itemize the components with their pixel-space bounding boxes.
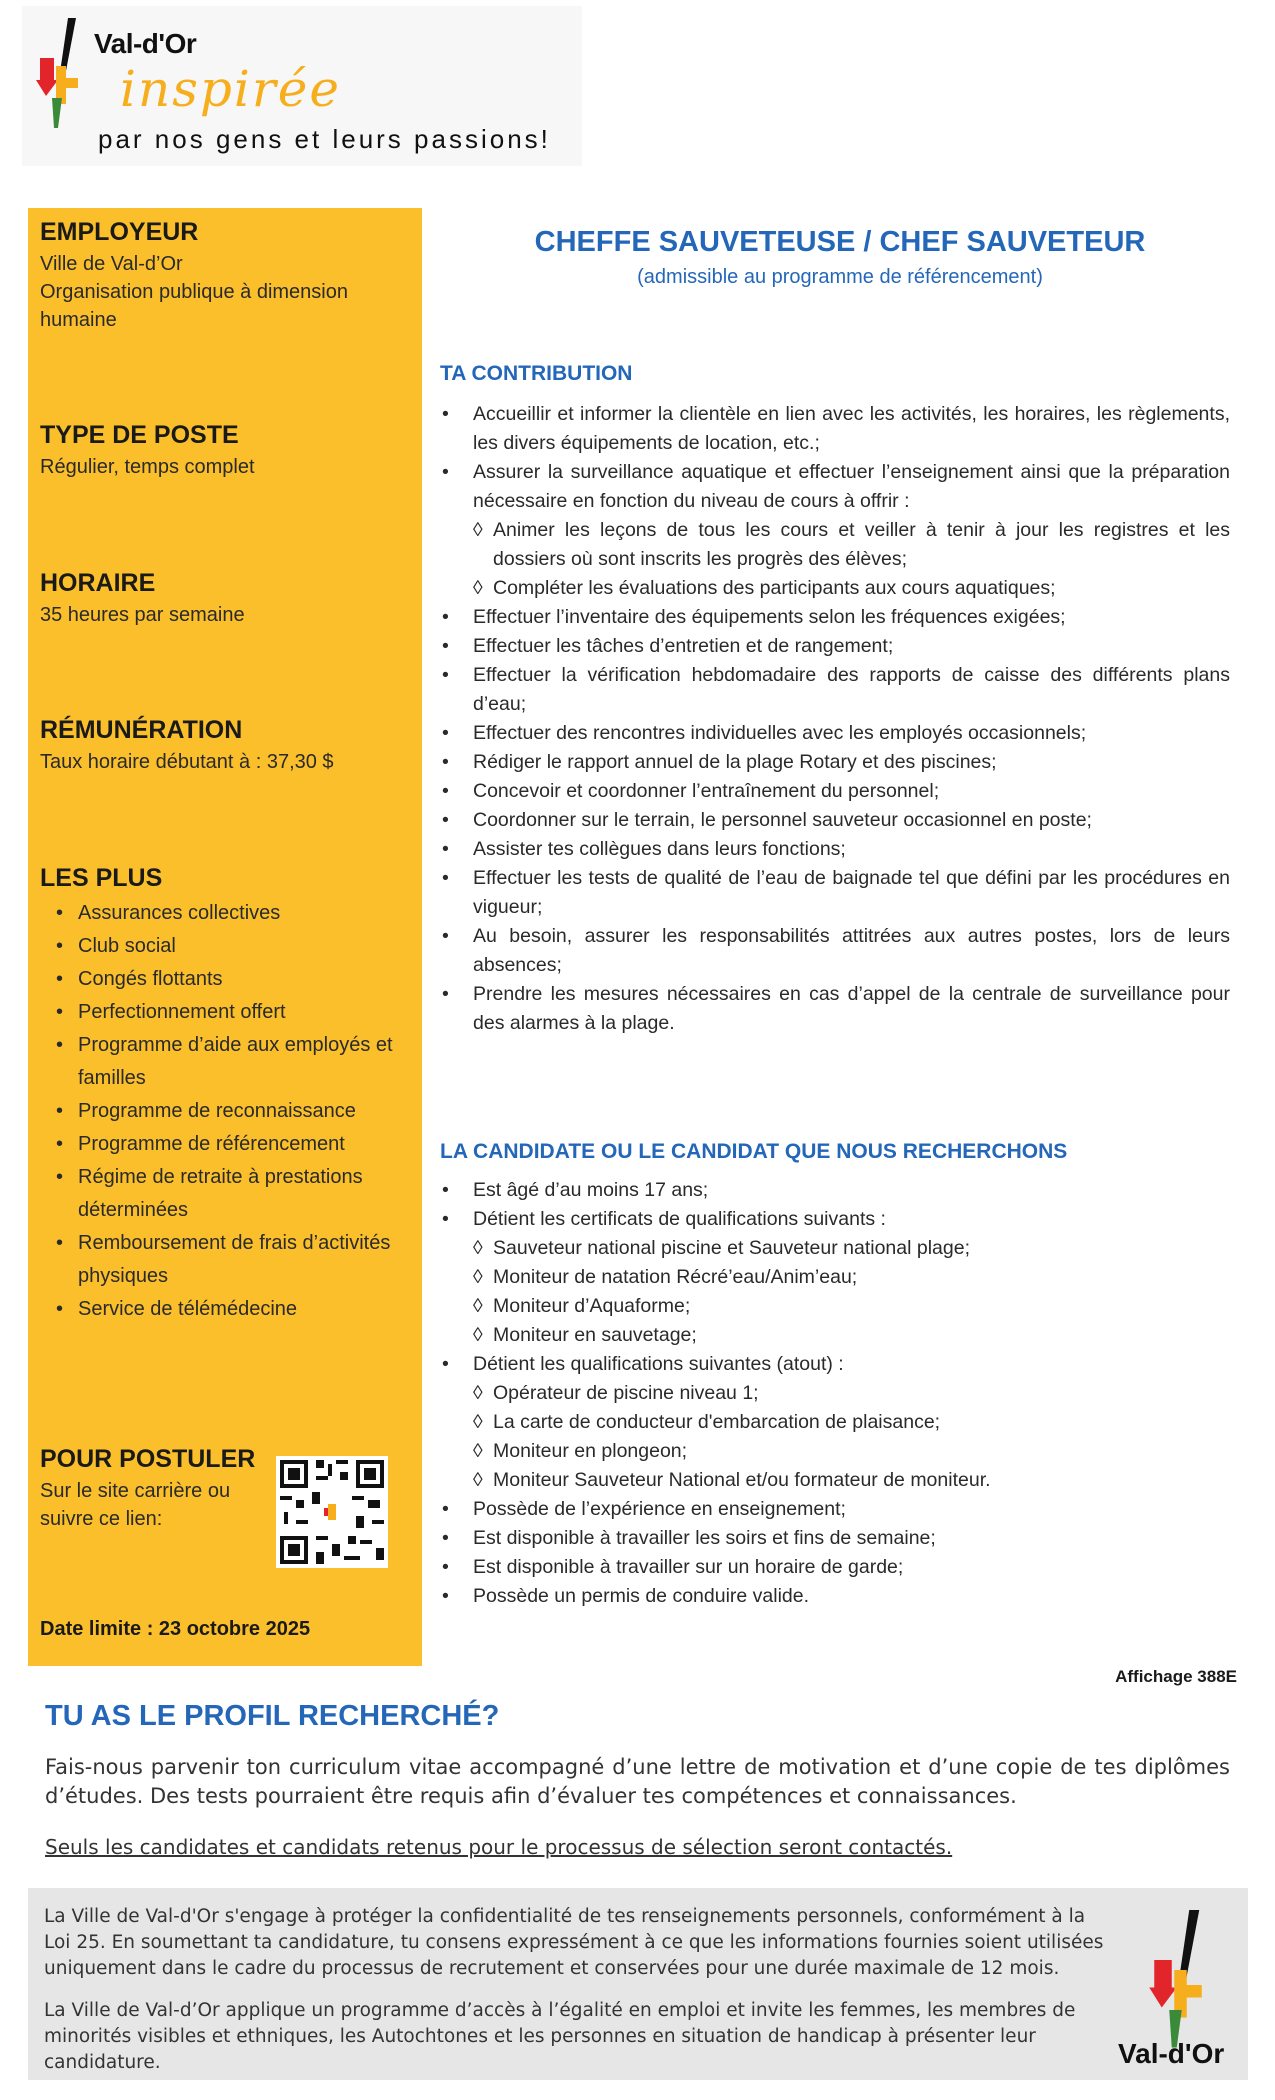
- pay-value: Taux horaire débutant à : 37,30 $: [40, 751, 334, 773]
- list-item: • Programme de référencement: [46, 1128, 406, 1161]
- cta-heading: TU AS LE PROFIL RECHERCHÉ?: [45, 1700, 500, 1732]
- employer-heading: EMPLOYEUR: [40, 218, 199, 246]
- list-item: • Assurances collectives: [46, 897, 406, 930]
- schedule-value: 35 heures par semaine: [40, 604, 245, 626]
- footer-notice: [28, 1888, 1248, 2080]
- posting-number: Affichage 388E: [1115, 1667, 1237, 1686]
- logo-tagline: par nos gens et leurs passions!: [98, 124, 551, 154]
- list-item: • Programme de reconnaissance: [46, 1095, 406, 1128]
- list-item: • Concevoir et coordonner l’entraînement du personnel;: [440, 777, 1230, 806]
- list-item: • Possède de l’expérience en enseignement;: [440, 1495, 1230, 1524]
- sub-list-item: ◊ La carte de conducteur d'embarcation de plaisance;: [440, 1408, 1230, 1437]
- perks-list: [46, 897, 406, 1326]
- contribution-list: [440, 400, 1230, 1038]
- sub-list-item: ◊ Sauveteur national piscine et Sauveteur national plage;: [440, 1234, 1230, 1263]
- list-item: • Effectuer l’inventaire des équipements selon les fréquences exigées;: [440, 603, 1230, 632]
- list-item: • Coordonner sur le terrain, le personnel sauveteur occasionnel en poste;: [440, 806, 1230, 835]
- apply-line: Sur le site carrière ou: [40, 1480, 231, 1502]
- perks-heading: LES PLUS: [40, 864, 163, 892]
- sub-list-item: ◊ Moniteur en sauvetage;: [440, 1321, 1230, 1350]
- list-item: • Est âgé d’au moins 17 ans;: [440, 1176, 1230, 1205]
- cta-selection-note: Seuls les candidates et candidats retenus pour le processus de sélection seront contactés.: [45, 1835, 953, 1859]
- application-deadline: Date limite : 23 octobre 2025: [40, 1618, 311, 1640]
- apply-heading: POUR POSTULER: [40, 1445, 256, 1473]
- schedule-heading: HORAIRE: [40, 569, 156, 597]
- sub-list-item: ◊ Moniteur Sauveteur National et/ou formateur de moniteur.: [440, 1466, 1230, 1495]
- list-item: • Assister tes collègues dans leurs fonctions;: [440, 835, 1230, 864]
- position-type-value: Régulier, temps complet: [40, 456, 255, 478]
- sub-list-item: ◊ Opérateur de piscine niveau 1;: [440, 1379, 1230, 1408]
- list-item: • Effectuer les tests de qualité de l’eau de baignade tel que défini par les procédures en vigueur;: [440, 864, 1230, 922]
- list-item: • Détient les qualifications suivantes (atout) :: [440, 1350, 1230, 1379]
- employer-line: humaine: [40, 309, 117, 331]
- list-item: • Programme d’aide aux employés et familles: [46, 1029, 406, 1095]
- sub-list-item: ◊ Animer les leçons de tous les cours et veiller à tenir à jour les registres et les dossiers où sont inscrits les progrès des élèves;: [440, 516, 1230, 574]
- cta-paragraph: Fais-nous parvenir ton curriculum vitae accompagné d’une lettre de motivation et d’une copie de tes diplômes d’études. Des tests pourraient être requis afin d’évaluer tes compétences et connaissances.: [45, 1755, 1230, 1808]
- list-item: • Régime de retraite à prestations déterminées: [46, 1161, 406, 1227]
- header-logo: [22, 6, 582, 166]
- apply-qr-code[interactable]: [276, 1456, 388, 1568]
- sub-list-item: ◊ Moniteur d’Aquaforme;: [440, 1292, 1230, 1321]
- job-subtitle: (admissible au programme de référencement): [637, 266, 1043, 288]
- employer-line: Organisation publique à dimension: [40, 281, 348, 303]
- list-item: • Détient les certificats de qualifications suivants :: [440, 1205, 1230, 1234]
- list-item: • Rédiger le rapport annuel de la plage Rotary et des piscines;: [440, 748, 1230, 777]
- sub-list-item: ◊ Moniteur de natation Récré’eau/Anim’eau;: [440, 1263, 1230, 1292]
- employer-line: Ville de Val-d’Or: [40, 253, 183, 275]
- list-item: • Assurer la surveillance aquatique et effectuer l’enseignement ainsi que la préparation nécessaire en fonction du niveau de cours à offrir :: [440, 458, 1230, 516]
- list-item: • Effectuer la vérification hebdomadaire des rapports de caisse des différents plans d’eau;: [440, 661, 1230, 719]
- apply-line: suivre ce lien:: [40, 1508, 163, 1530]
- list-item: • Est disponible à travailler les soirs et fins de semaine;: [440, 1524, 1230, 1553]
- val-dor-emblem-icon: [32, 18, 102, 138]
- candidate-list: [440, 1176, 1230, 1611]
- job-title: CHEFFE SAUVETEUSE / CHEF SAUVETEUR: [534, 226, 1146, 258]
- list-item: • Accueillir et informer la clientèle en lien avec les activités, les horaires, les règlements, les divers équipements de location, etc.;: [440, 400, 1230, 458]
- privacy-notice: La Ville de Val-d'Or s'engage à protéger la confidentialité de tes renseignements personnels, conformément à la Loi 25. En soumettant ta candidature, tu consens expressément à ce que les informations fournies soient utilisées uniquement dans le cadre du processus de recrutement et conservées pour une durée maximale de 12 mois.: [44, 1906, 1104, 1979]
- list-item: • Au besoin, assurer les responsabilités attitrées aux autres postes, lors de leurs absences;: [440, 922, 1230, 980]
- position-type-heading: TYPE DE POSTE: [40, 421, 239, 449]
- equity-notice: La Ville de Val-d’Or applique un programme d’accès à l’égalité en emploi et invite les femmes, les membres de minorités visibles et ethniques, les Autochtones et les personnes en situation de handicap à présenter leur candidature.: [44, 2000, 1076, 2073]
- list-item: • Prendre les mesures nécessaires en cas d’appel de la centrale de surveillance pour des alarmes à la plage.: [440, 980, 1230, 1038]
- sub-list-item: ◊ Compléter les évaluations des participants aux cours aquatiques;: [440, 574, 1230, 603]
- list-item: • Est disponible à travailler sur un horaire de garde;: [440, 1553, 1230, 1582]
- list-item: • Effectuer des rencontres individuelles avec les employés occasionnels;: [440, 719, 1230, 748]
- list-item: • Service de télémédecine: [46, 1293, 406, 1326]
- list-item: • Effectuer les tâches d’entretien et de rangement;: [440, 632, 1230, 661]
- candidate-heading: LA CANDIDATE OU LE CANDIDAT QUE NOUS RECHERCHONS: [440, 1140, 1068, 1163]
- contribution-heading: TA CONTRIBUTION: [440, 362, 633, 385]
- sub-list-item: ◊ Moniteur en plongeon;: [440, 1437, 1230, 1466]
- footer-logo-name: Val-d'Or: [1118, 2038, 1225, 2069]
- list-item: • Perfectionnement offert: [46, 996, 406, 1029]
- list-item: • Club social: [46, 930, 406, 963]
- logo-city-name: Val-d'Or: [94, 28, 197, 59]
- list-item: • Congés flottants: [46, 963, 406, 996]
- list-item: • Possède un permis de conduire valide.: [440, 1582, 1230, 1611]
- pay-heading: RÉMUNÉRATION: [40, 716, 243, 744]
- qr-code-icon: [276, 1456, 388, 1568]
- list-item: • Remboursement de frais d’activités physiques: [46, 1227, 406, 1293]
- logo-inspired-word: inspirée: [120, 60, 341, 118]
